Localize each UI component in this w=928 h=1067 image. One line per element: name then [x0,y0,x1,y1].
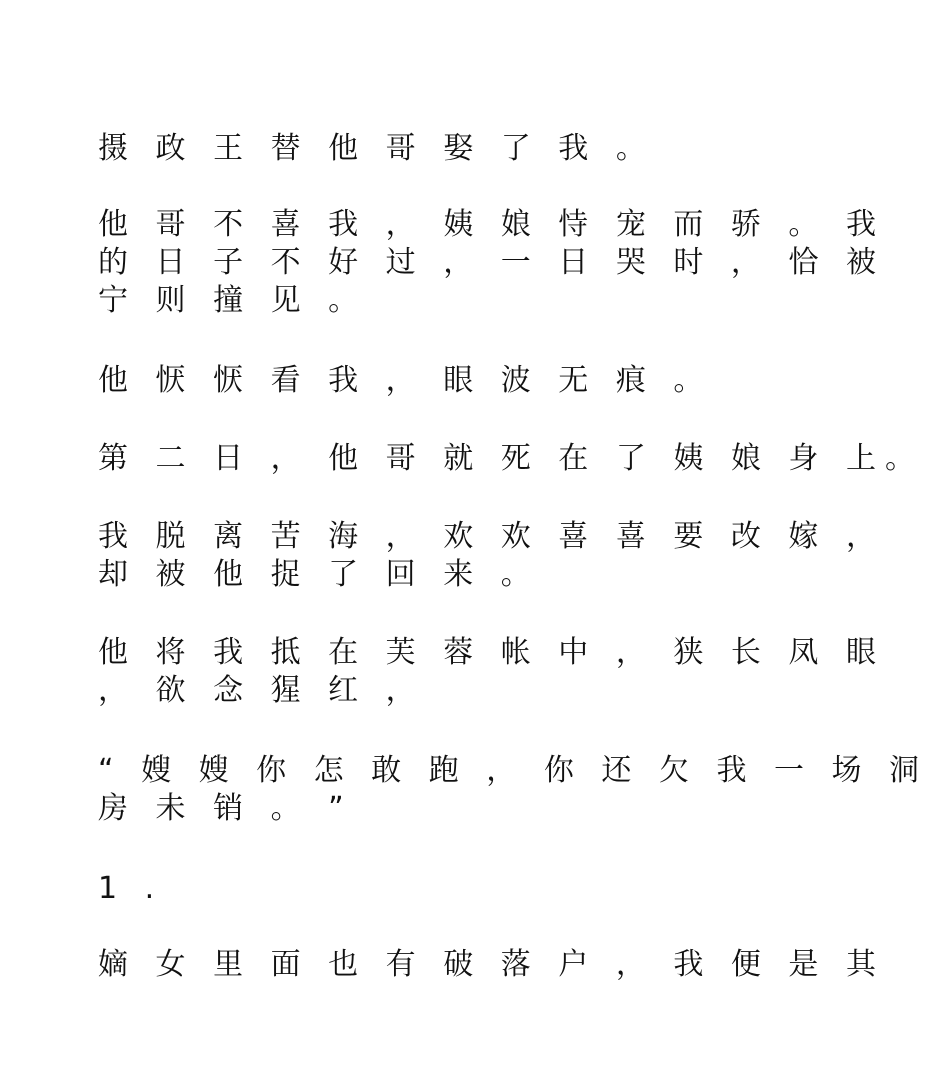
text-line: 他 哥 不 喜 我 ， 姨 娘 恃 宠 而 骄 。 我 [98,207,885,242]
paragraph-3 [98,362,718,400]
paragraph-2 [98,206,885,320]
text-line: 嫡 女 里 面 也 有 破 落 户 ， 我 便 是 其 [98,947,885,982]
text-line: 房 未 销 。 ” [98,791,353,826]
text-line: ， 欲 念 猩 红 ， [98,673,425,708]
text-line: 我 脱 离 苦 海 ， 欢 欢 喜 喜 要 改 嫁 ， [98,519,885,554]
text-line: “ 嫂 嫂 你 怎 敢 跑 ， 你 还 欠 我 一 场 洞 [98,753,928,788]
paragraph-5 [98,518,885,594]
text-line: 的 日 子 不 好 过 ， 一 日 哭 时 ， 恰 被 [98,245,885,280]
text-line: 1 . [98,871,164,906]
paragraph-1 [98,130,718,168]
chapter-heading [98,870,718,908]
text-line: 摄 政 王 替 他 哥 娶 了 我 。 [98,131,655,166]
paragraph-7 [98,752,928,828]
text-line: 宁 则 撞 见 。 [98,283,368,318]
paragraph-6 [98,634,885,710]
text-line: 他 恹 恹 看 我 ， 眼 波 无 痕 。 [98,363,713,398]
paragraph-4 [98,440,924,478]
text-line: 他 将 我 抵 在 芙 蓉 帐 中 ， 狭 长 凤 眼 [98,635,885,670]
paragraph-8 [98,946,885,984]
text-line: 第 二 日 ， 他 哥 就 死 在 了 姨 娘 身 上。 [98,441,924,476]
text-line: 却 被 他 捉 了 回 来 。 [98,557,540,592]
